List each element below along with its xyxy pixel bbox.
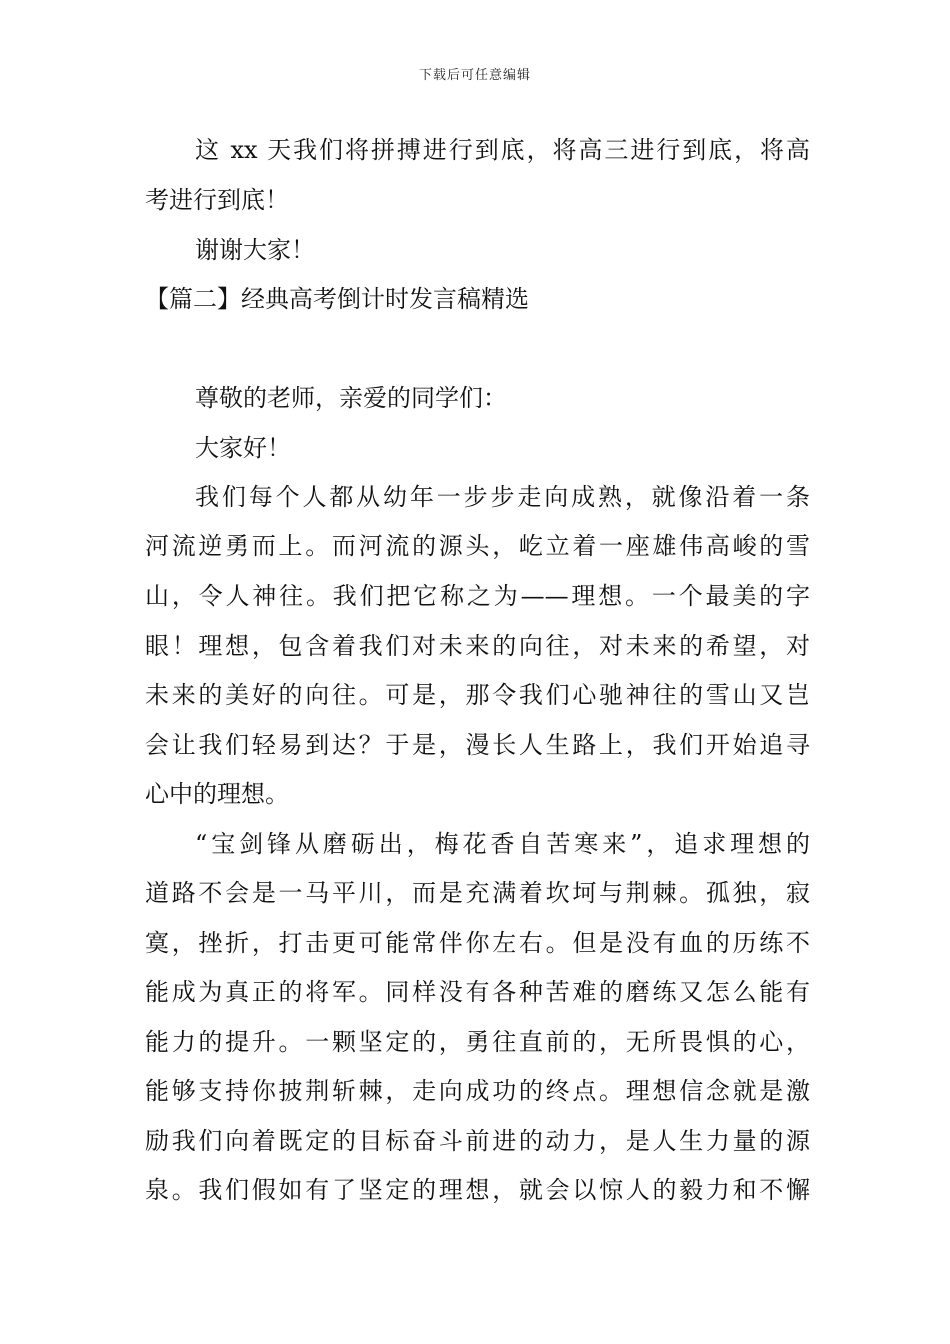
text-line: 能够支持你披荆斩棘，走向成功的终点。理想信念就是激 (145, 1077, 810, 1105)
text-line: 山，令人神往。我们把它称之为——理想。一个最美的字 (145, 582, 810, 610)
text-line: 寞，挫折，打击更可能常伴你左右。但是没有血的历练不 (145, 929, 810, 957)
text-line: 这 xx 天我们将拼搏进行到底，将高三进行到底，将高 (195, 136, 810, 164)
text-line: 能力的提升。一颗坚定的，勇往直前的，无所畏惧的心， (145, 1028, 810, 1056)
text-line: 我们每个人都从幼年一步步走向成熟，就像沿着一条 (195, 483, 810, 511)
text-line: 河流逆勇而上。而河流的源头，屹立着一座雄伟高峻的雪 (145, 532, 810, 560)
text-line: 眼！理想，包含着我们对未来的向往，对未来的希望，对 (145, 632, 810, 660)
text-line: 大家好！ (195, 434, 291, 462)
text-line: 尊敬的老师，亲爱的同学们： (195, 384, 507, 412)
section-heading: 【篇二】经典高考倒计时发言稿精选 (145, 285, 529, 313)
text-line: 能成为真正的将军。同样没有各种苦难的磨练又怎么能有 (145, 978, 810, 1006)
header-note: 下载后可任意编辑 (418, 68, 531, 83)
text-line: 未来的美好的向往。可是，那令我们心驰神往的雪山又岂 (145, 681, 810, 709)
text-line: 考进行到底！ (145, 186, 289, 214)
text-line: 励我们向着既定的目标奋斗前进的动力，是人生力量的源 (145, 1127, 810, 1155)
text-line: 泉。我们假如有了坚定的理想，就会以惊人的毅力和不懈 (145, 1176, 810, 1204)
text-line: 谢谢大家！ (195, 236, 315, 264)
text-line: 道路不会是一马平川，而是充满着坎坷与荆棘。孤独，寂 (145, 879, 810, 907)
text-line: 心中的理想。 (145, 780, 289, 808)
text-line: “宝剑锋从磨砺出，梅花香自苦寒来”，追求理想的 (195, 830, 810, 858)
text-line: 会让我们轻易到达？于是，漫长人生路上，我们开始追寻 (145, 731, 810, 759)
